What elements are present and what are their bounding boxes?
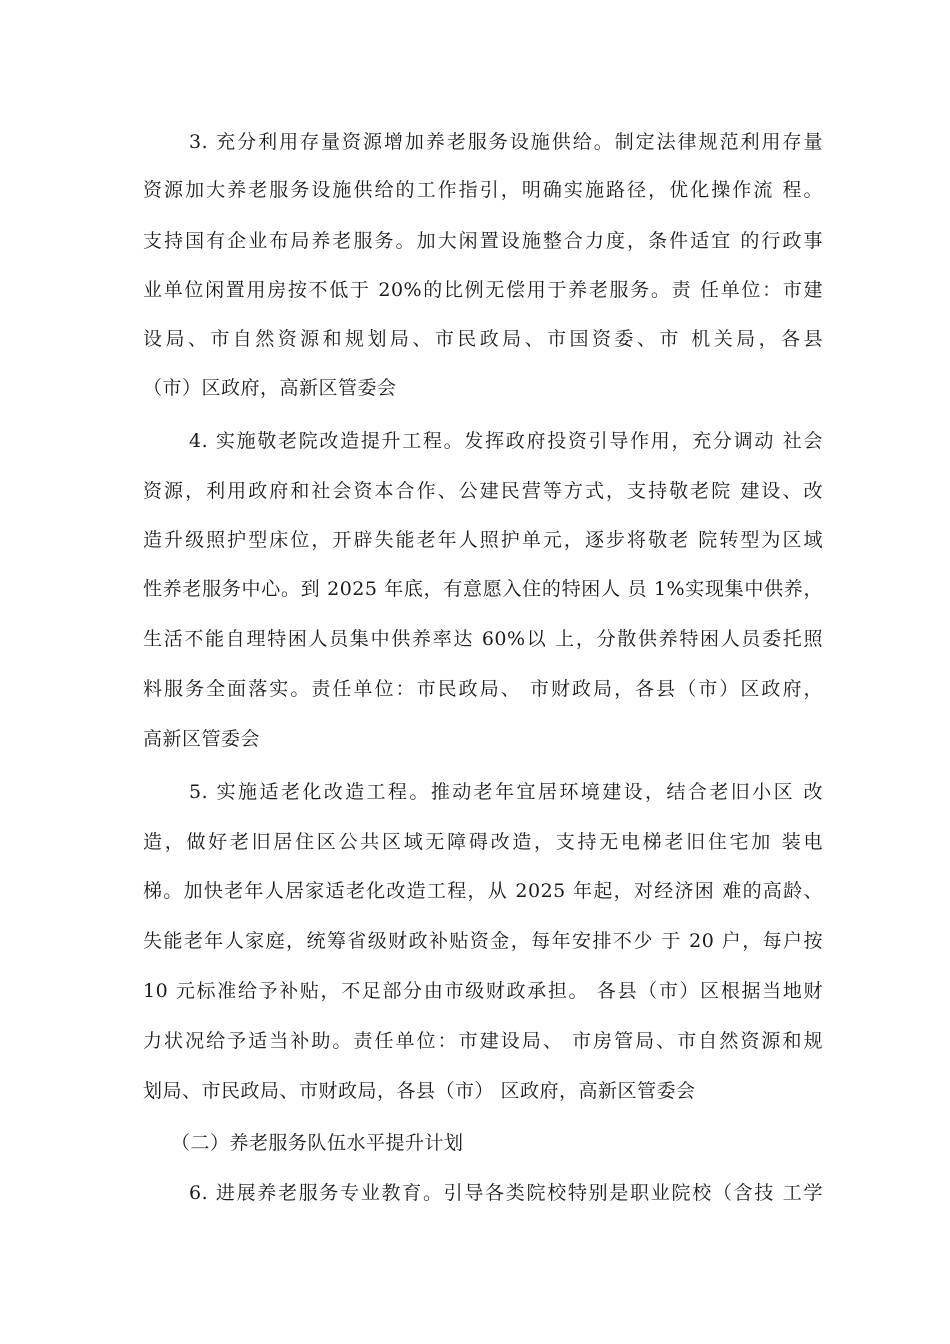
text-line: （市）区政府，高新区管委会 <box>143 377 397 399</box>
text-line: 设局、市自然资源和规划局、市民政局、市国资委、市 机关局，各县 <box>143 328 823 350</box>
text-line: 料服务全面落实。责任单位：市民政局、 市财政局，各县（市）区政府， <box>143 678 823 700</box>
text-line: 失能老年人家庭，统筹省级财政补贴资金，每年安排不少 于 20 户，每户按 <box>143 930 823 952</box>
text-line: 资源，利用政府和社会资本合作、公建民营等方式，支持敬老院 建设、改 <box>143 480 823 502</box>
text-line: 6. 进展养老服务专业教育。引导各类院校特别是职业院校（含技 工学 <box>189 1182 823 1204</box>
section-heading: （二）养老服务队伍水平提升计划 <box>171 1132 464 1154</box>
text-line: 造，做好老旧居住区公共区域无障碍改造，支持无电梯老旧住宅加 装电 <box>143 831 823 853</box>
text-line: 支持国有企业布局养老服务。加大闲置设施整合力度，条件适宜 的行政事 <box>143 230 823 252</box>
text-line: 性养老服务中心。到 2025 年底，有意愿入住的特困人 员 1%实现集中供养， <box>143 578 823 600</box>
text-line: 力状况给予适当补助。责任单位：市建设局、 市房管局、市自然资源和规 <box>143 1030 823 1052</box>
text-line: 4. 实施敬老院改造提升工程。发挥政府投资引导作用，充分调动 社会 <box>189 430 823 452</box>
text-line: 业单位闲置用房按不低于 20%的比例无偿用于养老服务。责 任单位：市建 <box>143 279 823 301</box>
text-line: 生活不能自理特困人员集中供养率达 60%以 上，分散供养特困人员委托照 <box>143 628 823 650</box>
text-line: 梯。加快老年人居家适老化改造工程，从 2025 年起，对经济困 难的高龄、 <box>143 880 823 902</box>
text-line: 10 元标准给予补贴，不足部分由市级财政承担。 各县（市）区根据当地财 <box>143 980 823 1002</box>
text-line: 高新区管委会 <box>143 728 261 750</box>
text-line: 造升级照护型床位，开辟失能老年人照护单元，逐步将敬老 院转型为区域 <box>143 529 823 551</box>
text-line: 划局、市民政局、市财政局，各县（市） 区政府，高新区管委会 <box>143 1080 696 1102</box>
text-line: 5. 实施适老化改造工程。推动老年宜居环境建设，结合老旧小区 改 <box>189 781 823 803</box>
text-line: 3. 充分利用存量资源增加养老服务设施供给。制定法律规范利用存量 <box>189 131 823 153</box>
text-line: 资源加大养老服务设施供给的工作指引，明确实施路径，优化操作流 程。 <box>143 179 823 201</box>
